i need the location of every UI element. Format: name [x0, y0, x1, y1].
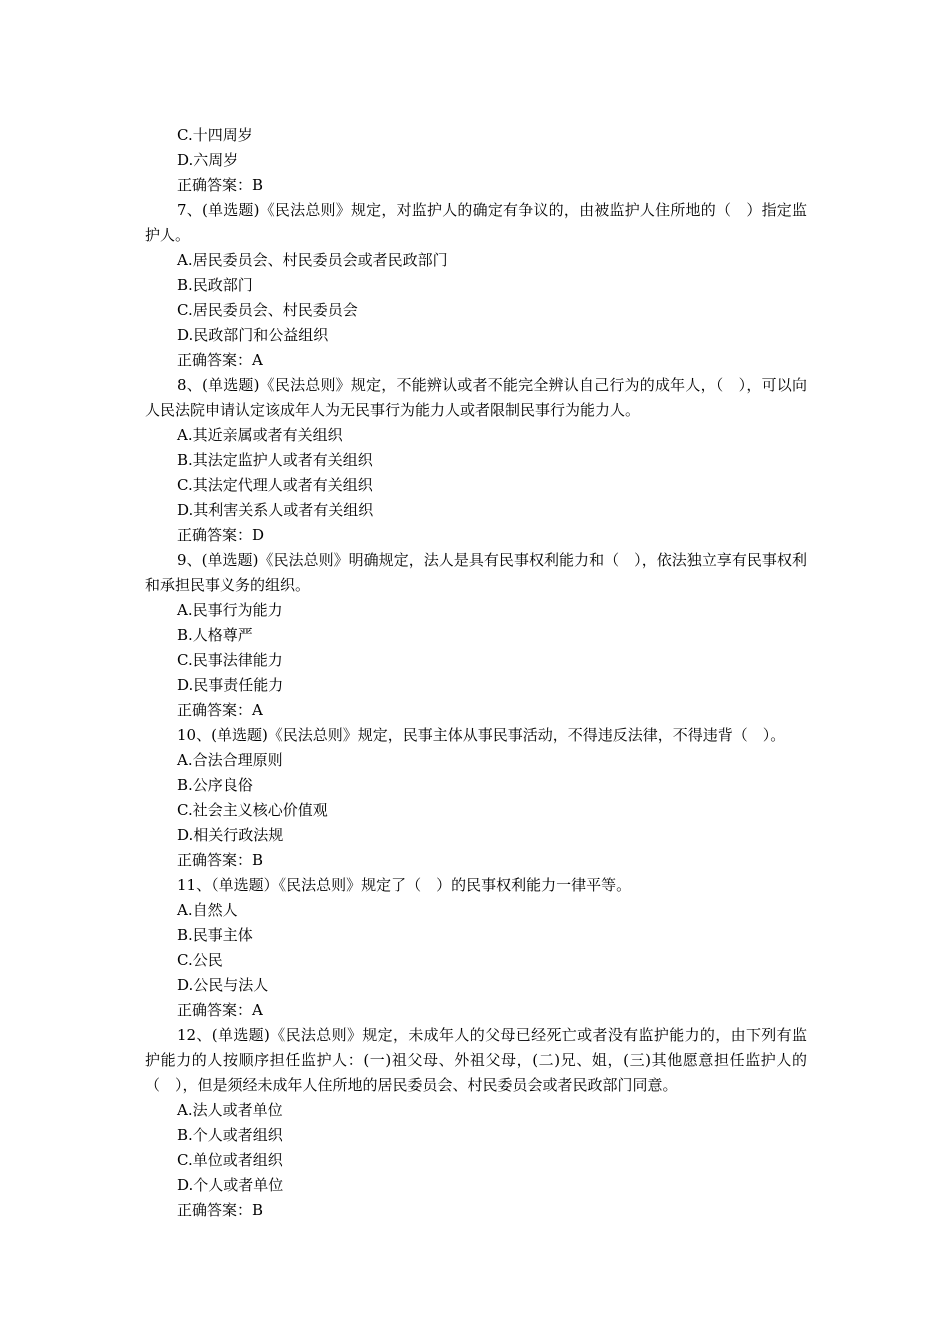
option-b: B.个人或者组织 — [177, 1126, 283, 1144]
question-stem: 10、(单选题)《民法总则》规定，民事主体从事民事活动，不得违反法律，不得违背（ ）。 — [177, 726, 786, 744]
option-d: D.民政部门和公益组织 — [177, 326, 329, 344]
option-b: B.公序良俗 — [177, 776, 253, 794]
option-a: A.民事行为能力 — [177, 601, 283, 619]
option-a: A.自然人 — [177, 901, 238, 919]
answer: 正确答案：B — [177, 176, 264, 194]
question-stem: 9、(单选题)《民法总则》明确规定，法人是具有民事权利能力和（ ），依法独立享有民事权利和承担民事义务的组织。 — [145, 551, 807, 594]
question-stem: 8、(单选题)《民法总则》规定，不能辨认或者不能完全辨认自己行为的成年人，（ ），可以向人民法院申请认定该成年人为无民事行为能力人或者限制民事行为能力人。 — [145, 376, 807, 419]
option-a: A.居民委员会、村民委员会或者民政部门 — [177, 251, 448, 269]
question-block — [145, 548, 807, 723]
option-a: A.其近亲属或者有关组织 — [177, 426, 343, 444]
question-stem: 7、(单选题)《民法总则》规定，对监护人的确定有争议的，由被监护人住所地的（ ）指定监护人。 — [145, 201, 807, 244]
option-b: B.人格尊严 — [177, 626, 253, 644]
question-stem: 11、（单选题）《民法总则》规定了（ ）的民事权利能力一律平等。 — [177, 876, 632, 894]
option-d: D.公民与法人 — [177, 976, 269, 994]
option-d: D.相关行政法规 — [177, 826, 284, 844]
option-c: C.其法定代理人或者有关组织 — [177, 476, 373, 494]
option-c: C.十四周岁 — [177, 126, 253, 144]
option-b: B.民政部门 — [177, 276, 253, 294]
option-b: B.民事主体 — [177, 926, 253, 944]
question-block — [145, 1023, 807, 1223]
answer: 正确答案：D — [177, 526, 265, 544]
answer: 正确答案：B — [177, 1201, 264, 1219]
option-d: D.六周岁 — [177, 151, 239, 169]
question-stem: 12、(单选题)《民法总则》规定，未成年人的父母已经死亡或者没有监护能力的，由下列有监护能力的人按顺序担任监护人：(一)祖父母、外祖父母，(二)兄、姐，(三)其他愿意担任监护人的（ ），但是须经未成年人住所地的居民委员会、村民委员会或者民政部门同意。 — [145, 1026, 807, 1094]
option-c: C.民事法律能力 — [177, 651, 283, 669]
answer: 正确答案：A — [177, 701, 263, 719]
option-a: A.合法合理原则 — [177, 751, 283, 769]
option-c: C.单位或者组织 — [177, 1151, 283, 1169]
option-c: C.居民委员会、村民委员会 — [177, 301, 358, 319]
option-c: C.社会主义核心价值观 — [177, 801, 328, 819]
question-block — [145, 373, 807, 548]
answer: 正确答案：A — [177, 1001, 263, 1019]
answer: 正确答案：A — [177, 351, 263, 369]
option-d: D.民事责任能力 — [177, 676, 284, 694]
question-block — [145, 198, 807, 373]
option-a: A.法人或者单位 — [177, 1101, 283, 1119]
option-d: D.其利害关系人或者有关组织 — [177, 501, 374, 519]
document-page — [145, 123, 807, 1223]
option-c: C.公民 — [177, 951, 223, 969]
option-d: D.个人或者单位 — [177, 1176, 284, 1194]
question-block — [145, 723, 807, 873]
question-block — [145, 873, 807, 1023]
option-b: B.其法定监护人或者有关组织 — [177, 451, 373, 469]
answer: 正确答案：B — [177, 851, 264, 869]
